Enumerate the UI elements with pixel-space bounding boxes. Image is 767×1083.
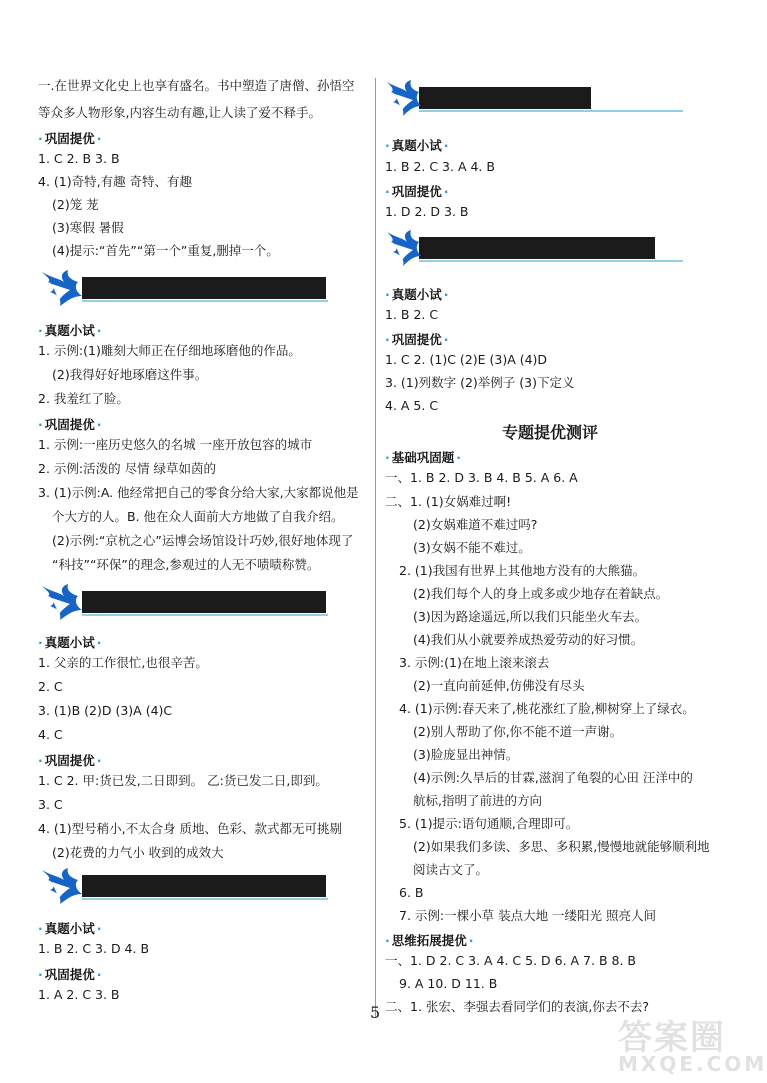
answer-line: 6. B: [399, 885, 424, 900]
answer-line: 1. 示例:一座历史悠久的名城 一座开放包容的城市: [38, 437, 313, 452]
answer-line: 阅读古文了。: [413, 862, 489, 877]
answer-line: (4)示例:久旱后的甘霖,滋润了龟裂的心田 汪洋中的: [413, 770, 693, 785]
section-banner: [38, 268, 338, 308]
answer-line: 1. 示例:(1)雕刻大师正在仔细地琢磨他的作品。: [38, 343, 301, 358]
answer-line: 5. (1)提示:语句通顺,合理即可。: [399, 816, 579, 831]
answer-line: 4. A 5. C: [385, 398, 439, 413]
answer-line: 1. A 2. C 3. B: [38, 987, 120, 1002]
subheading-zhenti: · 真题小试 ·: [385, 287, 449, 302]
answer-line: 4. (1)型号稍小,不太合身 质地、色彩、款式都无可挑剔: [38, 821, 343, 836]
subheading-zhenti: · 真题小试 ·: [38, 635, 102, 650]
answer-line: 2. (1)我国有世界上其他地方没有的大熊猫。: [399, 563, 646, 578]
answer-line: 3. (1)列数字 (2)举例子 (3)下定义: [385, 375, 575, 390]
answer-line: 一、1. D 2. C 3. A 4. C 5. D 6. A 7. B 8. B: [385, 953, 636, 968]
answer-line: 二、1. 张宏、李强去看同学们的表演,你去不去?: [385, 999, 650, 1014]
flame-icon: [387, 230, 421, 266]
answer-line: (2)别人帮助了你,你不能不道一声谢。: [413, 724, 623, 739]
subheading-gonggu: · 巩固提优 ·: [38, 967, 102, 982]
answer-line: 1. B 2. C 3. D 4. B: [38, 941, 150, 956]
answer-line: (2)示例:“京杭之心”运博会场馆设计巧妙,很好地体现了: [52, 533, 354, 548]
answer-line: (2)女娲难道不难过吗?: [413, 517, 538, 532]
answer-line: (3)因为路途遥远,所以我们只能坐火车去。: [413, 609, 648, 624]
subheading-gonggu: · 巩固提优 ·: [38, 417, 102, 432]
subheading-zhenti: · 真题小试 ·: [38, 921, 102, 936]
section-banner: [38, 866, 338, 906]
section-banner: [38, 582, 338, 622]
answer-line: (2)笼 茏: [52, 197, 99, 212]
subheading-jichu: · 基础巩固题 ·: [385, 450, 462, 465]
watermark-bottom: MXQE.COM: [618, 1052, 767, 1076]
flame-icon: [42, 584, 82, 620]
intro-line-1: 一.在世界文化史上也享有盛名。书中塑造了唐僧、孙悟空: [38, 78, 355, 93]
answer-line: (2)如果我们多读、多思、多积累,慢慢地就能够顺利地: [413, 839, 710, 854]
subheading-siwei: · 思维拓展提优 ·: [385, 933, 474, 948]
answer-line: (4)提示:“首先”“第一个”重复,删掉一个。: [52, 243, 279, 258]
answer-line: 1. C 2. 甲:货已发,二日即到。 乙:货已发二日,即到。: [38, 773, 328, 788]
answer-line: 1. B 2. C 3. A 4. B: [385, 159, 495, 174]
flame-icon: [387, 80, 421, 116]
subheading-gonggu: · 巩固提优 ·: [38, 753, 102, 768]
answer-line: 4. (1)示例:春天来了,桃花涨红了脸,柳树穿上了绿衣。: [399, 701, 695, 716]
answer-line: 3. (1)示例:A. 他经常把自己的零食分给大家,大家都说他是: [38, 485, 359, 500]
answer-line: 2. C: [38, 679, 63, 694]
answer-line: (4)我们从小就要养成热爱劳动的好习惯。: [413, 632, 644, 647]
answer-line: (2)一直向前延伸,仿佛没有尽头: [413, 678, 585, 693]
page-number: 5: [370, 1003, 381, 1022]
subheading-zhenti: · 真题小试 ·: [38, 323, 102, 338]
answer-line: (3)寒假 暑假: [52, 220, 124, 235]
flame-icon: [42, 868, 82, 904]
answer-line: 1. 父亲的工作很忙,也很辛苦。: [38, 655, 208, 670]
answer-line: “科技”“环保”的理念,参观过的人无不啧啧称赞。: [52, 557, 320, 572]
answer-line: 2. 我羞红了脸。: [38, 391, 129, 406]
intro-line-2: 等众多人物形象,内容生动有趣,让人读了爱不释手。: [38, 105, 321, 120]
subheading-gonggu: · 巩固提优 ·: [38, 131, 102, 146]
answer-line: (2)花费的力气小 收到的成效大: [52, 845, 224, 860]
answer-line: 一、1. B 2. D 3. B 4. B 5. A 6. A: [385, 470, 578, 485]
subheading-zhenti: · 真题小试 ·: [385, 138, 449, 153]
answer-line: 9. A 10. D 11. B: [399, 976, 498, 991]
answer-line: 3. 示例:(1)在地上滚来滚去: [399, 655, 550, 670]
answer-line: 1. C 2. (1)C (2)E (3)A (4)D: [385, 352, 548, 367]
section-title: 专题提优测评: [501, 423, 598, 442]
answer-line: 3. (1)B (2)D (3)A (4)C: [38, 703, 173, 718]
watermark: [608, 1008, 767, 1078]
answer-line: 2. 示例:活泼的 尽情 绿草如茵的: [38, 461, 217, 476]
answer-line: 1. B 2. C: [385, 307, 439, 322]
answer-line: 3. C: [38, 797, 63, 812]
answer-line: 1. C 2. B 3. B: [38, 151, 120, 166]
subheading-gonggu: · 巩固提优 ·: [385, 332, 449, 347]
answer-line: 个大方的人。B. 他在众人面前大方地做了自我介绍。: [52, 509, 344, 524]
flame-icon: [42, 270, 82, 306]
answer-line: (3)脸庞显出神情。: [413, 747, 519, 762]
section-banner: [385, 78, 685, 118]
answer-line: 7. 示例:一棵小草 装点大地 一缕阳光 照亮人间: [399, 908, 657, 923]
answer-line: 1. D 2. D 3. B: [385, 204, 469, 219]
answer-line: (2)我们每个人的身上或多或少地存在着缺点。: [413, 586, 669, 601]
answer-line: 4. C: [38, 727, 63, 742]
answer-line: 二、1. (1)女娲难过啊!: [385, 494, 512, 509]
answer-line: (2)我得好好地琢磨这件事。: [52, 367, 208, 382]
answer-line: (3)女娲不能不难过。: [413, 540, 531, 555]
answer-line: 4. (1)奇特,有趣 奇特、有趣: [38, 174, 193, 189]
section-banner: [385, 228, 685, 268]
watermark-top: 答案圈: [618, 1018, 726, 1058]
subheading-gonggu: · 巩固提优 ·: [385, 184, 449, 199]
answer-line: 航标,指明了前进的方向: [413, 793, 542, 808]
